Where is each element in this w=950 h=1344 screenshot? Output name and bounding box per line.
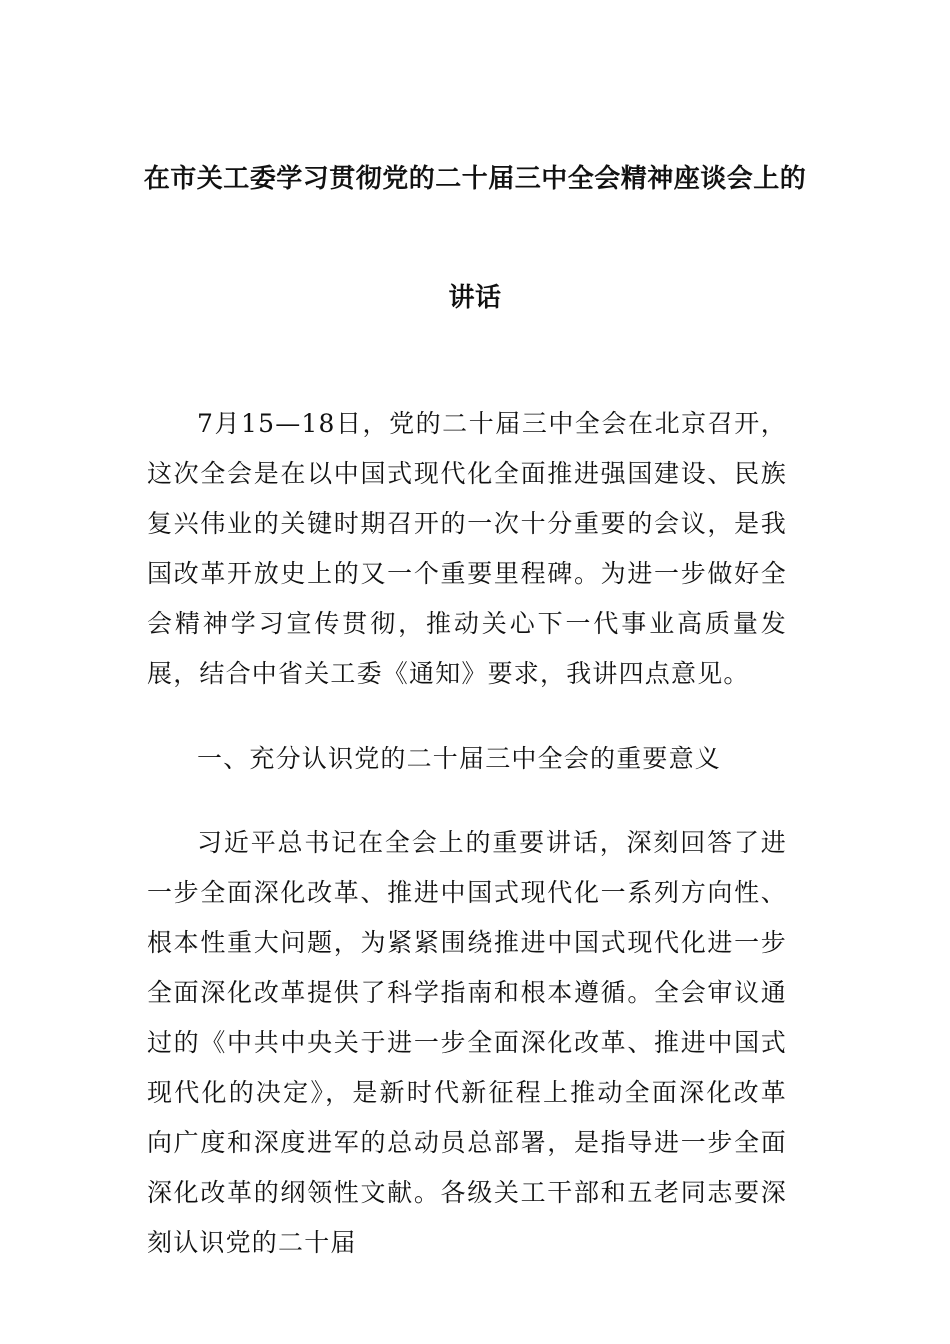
- document-title-line-1: 在市关工委学习贯彻党的二十届三中全会精神座谈会上的: [143, 164, 807, 194]
- paragraph-intro: 7月15—18日，党的二十届三中全会在北京召开，这次全会是在以中国式现代化全面推进强国建设、民族复兴伟业的关键时期召开的一次十分重要的会议，是我国改革开放史上的又一个重要里程碑。为进一步做好全会精神学习宣传贯彻，推动关心下一代事业高质量发展，结合中省关工委《通知》要求，我讲四点意见。: [147, 409, 787, 688]
- document-title-line-2: 讲话: [448, 283, 502, 313]
- section-heading-1: 一、充分认识党的二十届三中全会的重要意义: [197, 744, 722, 773]
- paragraph-section-1: 习近平总书记在全会上的重要讲话，深刻回答了进一步全面深化改革、推进中国式现代化一系列方向性、根本性重大问题，为紧紧围绕推进中国式现代化进一步全面深化改革提供了科学指南和根本遵循。全会审议通过的《中共中央关于进一步全面深化改革、推进中国式现代化的决定》，是新时代新征程上推动全面深化改革向广度和深度进军的总动员总部署，是指导进一步全面深化改革的纲领性文献。各级关工干部和五老同志要深刻认识党的二十届: [147, 828, 787, 1257]
